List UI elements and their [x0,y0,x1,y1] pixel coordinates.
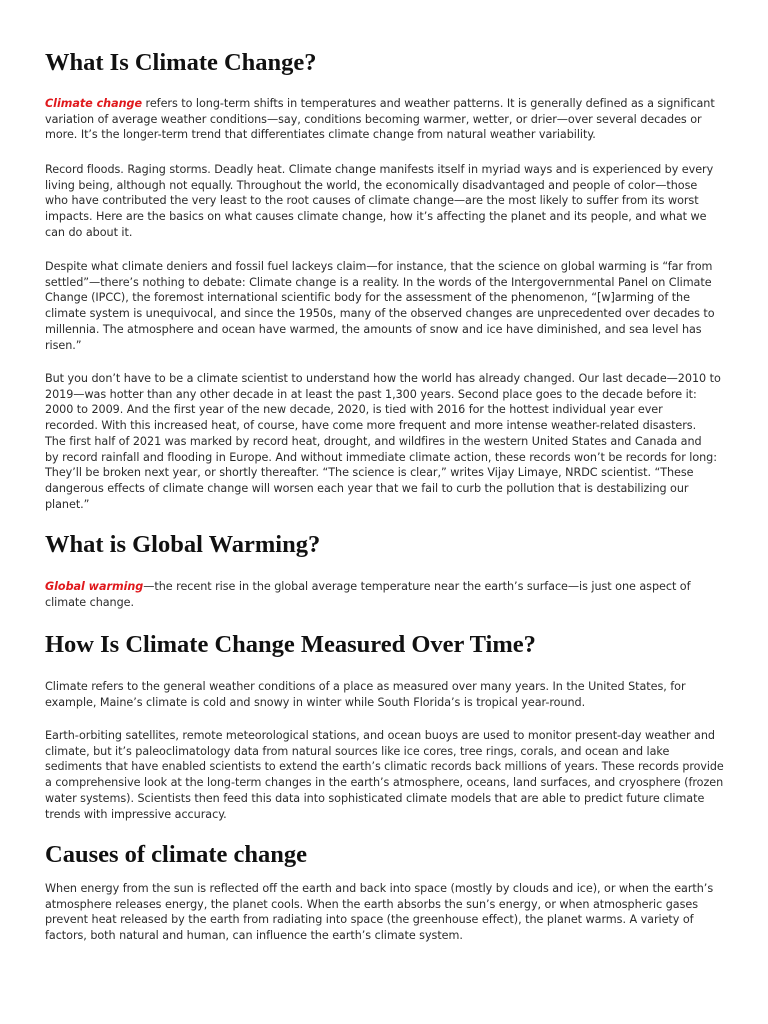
paragraph-line: They’ll be broken next year, or shortly thereafter. “The science is clear,” writes Vijay Limaye, NRDC scientist. “These [45,465,694,480]
paragraph-line: prevent heat released by the earth from radiating into space (the greenhouse effect), the planet warms. A variety of [45,912,694,927]
paragraph-line: trends with impressive accuracy. [45,806,227,821]
section-heading-measured-over-time: How Is Climate Change Measured Over Time? [45,631,536,658]
paragraph-line: atmosphere releases energy, the planet cools. When the earth absorbs the sun’s energy, or when atmospheric gases [45,896,699,911]
paragraph-record-floods [45,162,735,241]
paragraph-line: a comprehensive look at the long-term changes in the earth’s atmosphere, oceans, land surfaces, and cryosphere (frozen [45,775,724,790]
paragraph-line: impacts. Here are the basics on what causes climate change, how it’s affecting the planet and its people, and what we [45,209,707,224]
paragraph-global-warming-definition [45,579,735,610]
paragraph-line: Climate refers to the general weather conditions of a place as measured over many years. In the United States, for [45,679,686,693]
paragraph-line: 2019—was hotter than any other decade in at least the past 1,300 years. Second place goes to the decade before it: [45,386,697,401]
paragraph-hottest-decade [45,371,735,512]
paragraph-line: by record rainfall and flooding in Europe. And without immediate climate action, these records won’t be records for long: [45,449,717,464]
paragraph-line: Climate change refers to long-term shifts in temperatures and weather patterns. It is generally defined as a significant [45,96,715,110]
term-global-warming: Global warming [45,579,144,593]
paragraph-line: But you don’t have to be a climate scientist to understand how the world has already changed. Our last decade—2010 to [45,371,721,385]
section-heading-causes: Causes of climate change [45,841,307,868]
paragraph-paleoclimatology [45,728,735,822]
paragraph-line: settled”—there’s nothing to debate: Climate change is a reality. In the words of the Intergovernmental Panel on Climate [45,274,712,289]
paragraph-line: planet.” [45,496,90,511]
paragraph-line: sediments that have enabled scientists to extend the earth’s climatic records back millions of years. These records provide [45,759,724,774]
paragraph-line: more. It’s the longer-term trend that differentiates climate change from natural weather variability. [45,127,596,142]
paragraph-line: who have contributed the very least to the root causes of climate change—are the most likely to suffer from its worst [45,193,699,208]
paragraph-line: The first half of 2021 was marked by record heat, drought, and wildfires in the western United States and Canada and [45,433,702,448]
paragraph-line: factors, both natural and human, can influence the earth’s climate system. [45,928,463,943]
paragraph-line: recorded. With this increased heat, of course, have come more frequent and more intense weather-related disasters. [45,418,697,433]
section-heading-climate-change: What Is Climate Change? [45,49,317,76]
paragraph-line: risen.” [45,337,82,352]
paragraph-line: Change (IPCC), the foremost international scientific body for the assessment of the phenomenon, “[w]arming of the [45,290,690,305]
paragraph-line: living being, although not equally. Throughout the world, the economically disadvantaged and people of color—those [45,177,698,192]
paragraph-line: climate change. [45,594,135,609]
paragraph-line: 2000 to 2009. And the first year of the new decade, 2020, is tied with 2016 for the hottest individual year ever [45,402,663,417]
paragraph-line: dangerous effects of climate change will worsen each year that we fail to curb the pollution that is destabilizing our [45,480,689,495]
paragraph-line: water systems). Scientists then feed this data into sophisticated climate models that are able to predict future climate [45,790,705,805]
paragraph-line: Global warming—the recent rise in the global average temperature near the earth’s surface—is just one aspect of [45,579,691,593]
term-climate-change: Climate change [45,96,143,110]
section-heading-global-warming: What is Global Warming? [45,531,321,558]
paragraph-line: example, Maine’s climate is cold and snowy in winter while South Florida’s is tropical year-round. [45,694,586,709]
paragraph-line: Record floods. Raging storms. Deadly heat. Climate change manifests itself in myriad ways and is experienced by every [45,162,714,176]
paragraph-line: climate system is unequivocal, and since the 1950s, many of the observed changes are unprecedented over decades to [45,306,715,321]
paragraph-ipcc-quote [45,259,735,353]
paragraph-line: variation of average weather conditions—say, conditions becoming warmer, wetter, or drier—over several decades or [45,111,702,126]
paragraph-line: Despite what climate deniers and fossil fuel lackeys claim—for instance, that the science on global warming is “far from [45,259,713,273]
paragraph-line: can do about it. [45,224,133,239]
paragraph-line: Earth-orbiting satellites, remote meteorological stations, and ocean buoys are used to monitor present-day weather and [45,728,715,742]
paragraph-line: millennia. The atmosphere and ocean have warmed, the amounts of snow and ice have diminished, and sea level has [45,321,702,336]
paragraph-causes [45,881,735,944]
paragraph-line: When energy from the sun is reflected off the earth and back into space (mostly by clouds and ice), or when the earth’s [45,881,714,895]
paragraph-climate-change-definition [45,96,735,143]
paragraph-line: climate, but it’s paleoclimatology data from natural sources like ice cores, tree rings, corals, and ocean and lake [45,743,670,758]
paragraph-climate-definition [45,679,735,710]
